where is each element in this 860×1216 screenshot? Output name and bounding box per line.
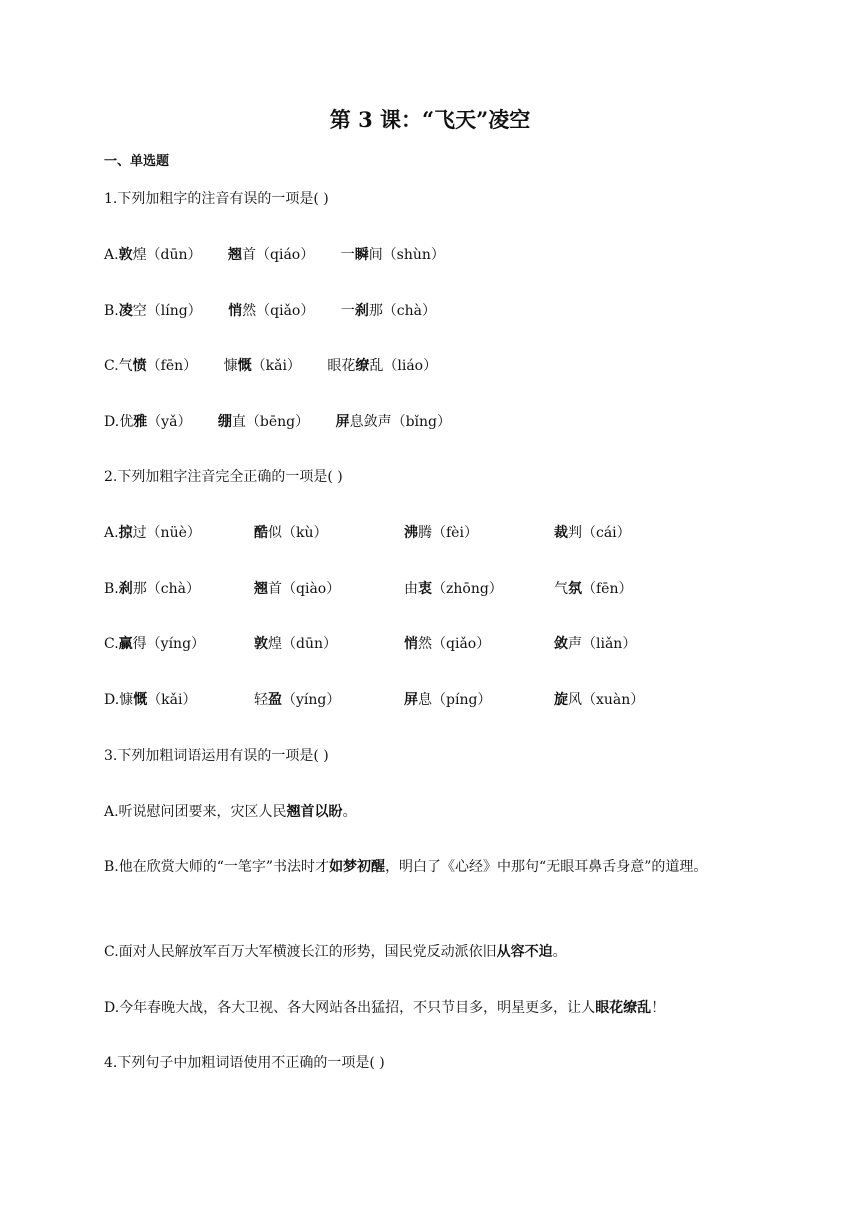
- q2-d-col2: 轻盈（yíng）: [254, 692, 341, 708]
- q1-a-item-2: 翘首（qiáo）: [228, 247, 315, 263]
- q2-b-col2: 翘首（qiào）: [254, 581, 341, 597]
- q1-d-item-3: 屏息敛声（bǐng）: [335, 414, 452, 430]
- q2-a-col3: 沸腾（fèi）: [404, 525, 478, 541]
- q1-d-item-2: 绷直（bēng）: [217, 414, 310, 430]
- question-2-stem: 2.下列加粗字注音完全正确的一项是( ): [104, 469, 343, 485]
- question-3-stem: 3.下列加粗词语运用有误的一项是( ): [104, 748, 329, 764]
- q3-option-c: C.面对人民解放军百万大军横渡长江的形势，国民党反动派依旧从容不迫。: [104, 944, 567, 960]
- q1-a-item-3: 一瞬间（shùn）: [340, 247, 445, 263]
- q3-option-a: A.听说慰问团要来，灾区人民翘首以盼。: [104, 804, 357, 820]
- q1-b-item-3: 一刹那（chà）: [340, 303, 437, 319]
- q1-b-item-1: B.凌空（líng）: [104, 303, 202, 319]
- q2-a-col4: 裁判（cái）: [554, 525, 631, 541]
- q1-option-d: [104, 411, 473, 433]
- question-1-stem: 1.下列加粗字的注音有误的一项是( ): [104, 191, 329, 207]
- q1-c-item-2: 慷慨（kǎi）: [223, 358, 301, 374]
- q2-c-col1: C.赢得（yíng）: [104, 636, 206, 652]
- q1-option-a: [104, 244, 467, 266]
- q2-d-col1: D.慷慨（kǎi）: [104, 692, 197, 708]
- q1-a-item-1: A.敦煌（dūn）: [104, 247, 202, 263]
- section-heading: 一、单选题: [104, 154, 170, 169]
- q2-c-col3: 悄然（qiǎo）: [404, 636, 491, 652]
- q2-c-col4: 敛声（liǎn）: [554, 636, 637, 652]
- page-title: 第 3 课：“飞天”凌空: [329, 107, 531, 132]
- q3-option-d: D.今年春晚大战，各大卫视、各大网站各出猛招，不只节目多，明星更多，让人眼花缭乱！: [104, 1000, 666, 1016]
- q1-c-item-3: 眼花缭乱（liáo）: [327, 358, 438, 374]
- q2-a-col1: A.掠过（nüè）: [104, 525, 201, 541]
- q1-c-item-1: C.气愤（fēn）: [104, 358, 198, 374]
- q1-b-item-2: 悄然（qiǎo）: [228, 303, 315, 319]
- q2-b-col3: 由衷（zhōng）: [404, 581, 503, 597]
- q2-a-col2: 酷似（kù）: [254, 525, 328, 541]
- q2-b-col1: B.刹那（chà）: [104, 581, 200, 597]
- q2-b-col4: 气氛（fēn）: [554, 581, 633, 597]
- q1-d-item-1: D.优雅（yǎ）: [104, 414, 192, 430]
- q1-option-c: [104, 355, 459, 377]
- q2-c-col2: 敦煌（dūn）: [254, 636, 337, 652]
- question-4-stem: 4.下列句子中加粗词语使用不正确的一项是( ): [104, 1055, 385, 1071]
- q2-d-col3: 屏息（píng）: [404, 692, 492, 708]
- q1-option-b: [104, 300, 458, 322]
- q3-option-b: B.他在欣赏大师的“一笔字”书法时才如梦初醒，明白了《心经》中那句“无眼耳鼻舌身意”的道理。: [104, 859, 708, 875]
- q2-d-col4: 旋风（xuàn）: [554, 692, 645, 708]
